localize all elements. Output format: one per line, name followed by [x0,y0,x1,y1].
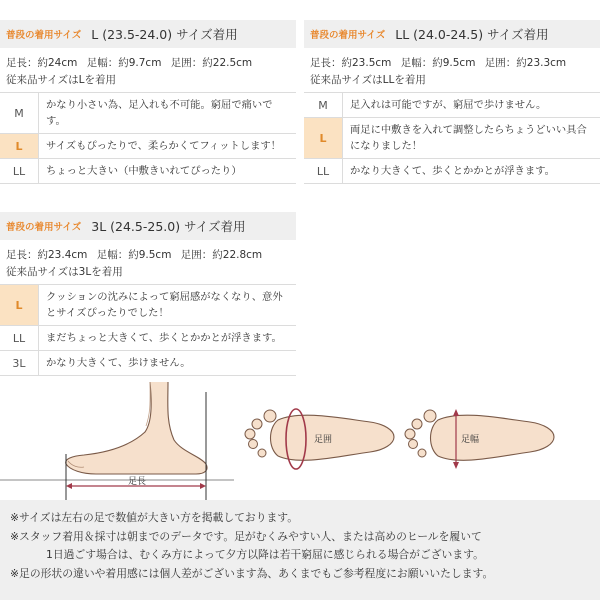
note-size-rule: ※サイズは左右の足で数値が大きい方を掲載しております。 [10,511,299,524]
row-size: M [304,93,342,117]
review-table [304,92,600,184]
row-comment: サイズもぴったりで、柔らかくてフィットします！ [38,134,296,158]
row-comment: 足入れは可能ですが、窮屈で歩けません。 [342,93,600,117]
note-measurement-time-cont: 1日過ごす場合は、むくみ方によって夕方以降は若干窮屈に感じられる場合がございます。 [46,548,484,561]
size-title: L (23.5-24.0) サイズ着用 [91,27,238,42]
usual-size-note: 従来品サイズはLLを着用 [310,74,426,86]
row-comment: かなり大きくて、歩けません。 [38,351,296,375]
foot-girth-value: 足囲：約22.8cm [180,249,263,261]
size-title: 3L (24.5-25.0) サイズ着用 [91,219,246,234]
foot-length-value: 足長：約23.5cm [310,57,392,69]
table-row [0,325,296,350]
foot-length-value: 足長：約24cm [6,57,78,69]
foot-measurement-diagram [0,382,600,500]
table-row [304,158,600,184]
foot-length-label: 足長 [127,477,147,487]
foot-width-label: 足幅 [461,435,480,445]
panel-ll-size [304,20,600,184]
top-foot-width-illustration [405,409,554,469]
row-comment: まだちょっと大きくて、歩くとかかとが浮きます。 [38,326,296,350]
size-title: LL (24.0-24.5) サイズ着用 [395,27,549,42]
foot-width-value: 足幅：約9.5cm [96,249,172,261]
row-size: LL [0,159,38,183]
panel-header [0,212,296,240]
row-comment: クッションの沈みによって窮屈感がなくなり、意外とサイズぴったりでした！ [38,285,296,325]
row-comment: ちょっと大きい（中敷きいれてぴったり） [38,159,296,183]
note-individual-difference: ※足の形状の違いや着用感には個人差がございます為、あくまでもご参考程度にお願いいたします。 [10,566,494,580]
measurements [304,48,600,89]
measurements [0,48,296,89]
row-size: L [0,134,38,158]
panel-l-size [0,20,296,184]
usual-size-note: 従来品サイズはLを着用 [6,74,117,86]
row-comment: 両足に中敷きを入れて調整したらちょうどいい具合になりました！ [342,118,600,158]
measurements [0,240,296,281]
panel-3l-size [0,212,296,376]
usual-size-label: 普段の着用サイズ [6,222,82,233]
usual-size-label: 普段の着用サイズ [6,30,82,41]
panel-header [0,20,296,48]
table-row [304,92,600,117]
usual-size-label: 普段の着用サイズ [310,30,386,41]
row-size: LL [0,326,38,350]
row-size: 3L [0,351,38,375]
panel-header [304,20,600,48]
usual-size-note: 従来品サイズは3Lを着用 [6,266,123,278]
foot-width-value: 足幅：約9.5cm [400,57,476,69]
side-foot-illustration [0,382,234,480]
foot-girth-label: 足囲 [314,435,333,445]
row-comment: かなり大きくて、歩くとかかとが浮きます。 [342,159,600,183]
foot-length-value: 足長：約23.4cm [6,249,88,261]
review-table [0,284,296,376]
table-row [0,92,296,133]
foot-girth-value: 足囲：約22.5cm [170,57,253,69]
table-row [0,350,296,376]
table-row [0,284,296,325]
table-row [304,117,600,158]
note-measurement-time: ※スタッフ着用＆採寸は朝までのデータです。足がむくみやすい人、または高めのヒールを履いて [10,529,482,543]
row-size: L [304,118,342,158]
foot-width-value: 足幅：約9.7cm [86,57,162,69]
table-row [0,158,296,184]
notes-box [0,500,600,600]
table-row [0,133,296,158]
row-size: LL [304,159,342,183]
row-size: L [0,285,38,325]
review-table [0,92,296,184]
row-size: M [0,93,38,133]
row-comment: かなり小さい為、足入れも不可能。窮屈で痛いです。 [38,93,296,133]
foot-girth-value: 足囲：約23.3cm [484,57,567,69]
